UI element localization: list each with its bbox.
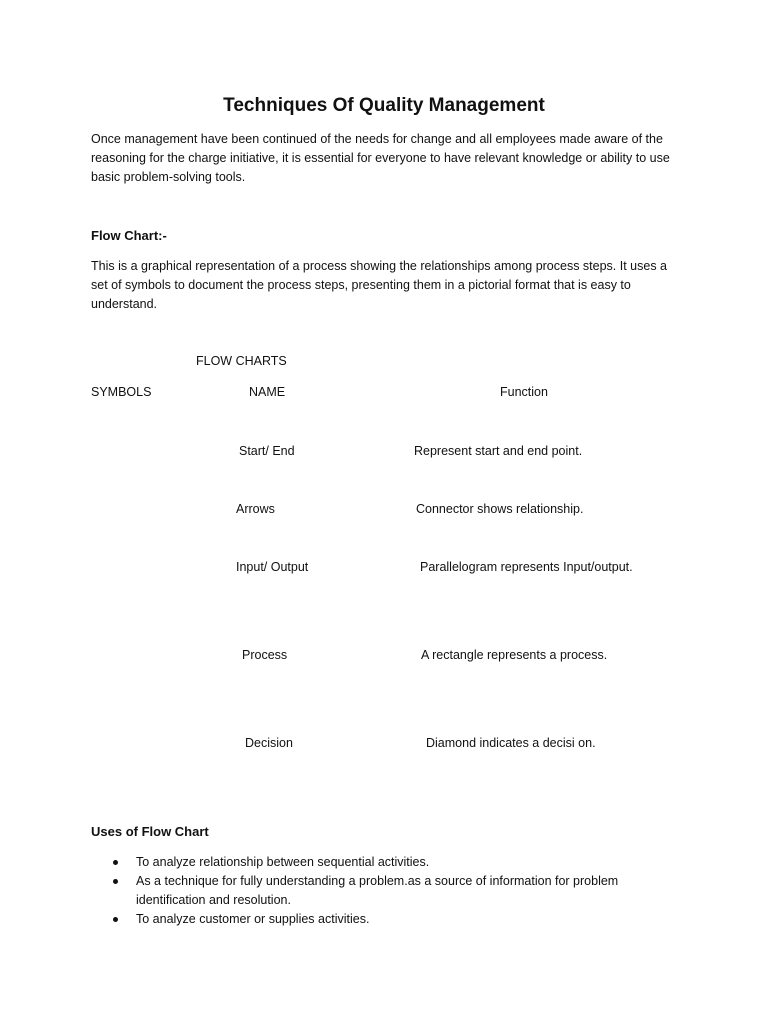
header-function: Function xyxy=(500,385,548,399)
list-item-text: As a technique for fully understanding a problem.as a source of information for problem identification and resolution. xyxy=(136,874,619,907)
row-function-arrows: Connector shows relationship. xyxy=(416,502,584,516)
list-item-text: To analyze relationship between sequential activities. xyxy=(136,855,430,869)
list-item xyxy=(113,910,673,929)
header-name: NAME xyxy=(249,385,286,399)
row-name-decision: Decision xyxy=(245,736,293,750)
list-item-text: To analyze customer or supplies activities. xyxy=(136,912,370,926)
table-caption: FLOW CHARTS xyxy=(196,354,287,368)
bullet-icon xyxy=(113,917,118,922)
row-name-input-output: Input/ Output xyxy=(236,560,309,574)
row-name-start-end: Start/ End xyxy=(239,444,295,458)
row-function-decision: Diamond indicates a decisi on. xyxy=(426,736,596,750)
row-name-process: Process xyxy=(242,648,288,662)
bullet-icon xyxy=(113,879,118,884)
page-title: Techniques Of Quality Management xyxy=(223,95,545,116)
bullet-icon xyxy=(113,860,118,865)
header-symbols: SYMBOLS xyxy=(91,385,152,399)
flow-chart-description: This is a graphical representation of a process showing the relationships among process steps. It uses a set of symbols to document the process steps, presenting them in a pictorial format that is easy to understand. xyxy=(91,259,668,311)
flow-chart-heading: Flow Chart:- xyxy=(91,228,167,243)
row-name-arrows: Arrows xyxy=(236,502,275,516)
intro-paragraph: Once management have been continued of the needs for change and all employees made aware of the reasoning for the charge initiative, it is essential for everyone to have relevant knowledge or ability to use basic problem-solving tools. xyxy=(91,132,670,184)
uses-heading: Uses of Flow Chart xyxy=(91,824,209,839)
list-item xyxy=(113,853,673,872)
row-function-process: A rectangle represents a process. xyxy=(421,648,608,662)
list-item xyxy=(113,872,673,910)
row-function-start-end: Represent start and end point. xyxy=(414,444,583,458)
row-function-input-output: Parallelogram represents Input/output. xyxy=(420,560,633,574)
uses-list xyxy=(113,853,673,929)
